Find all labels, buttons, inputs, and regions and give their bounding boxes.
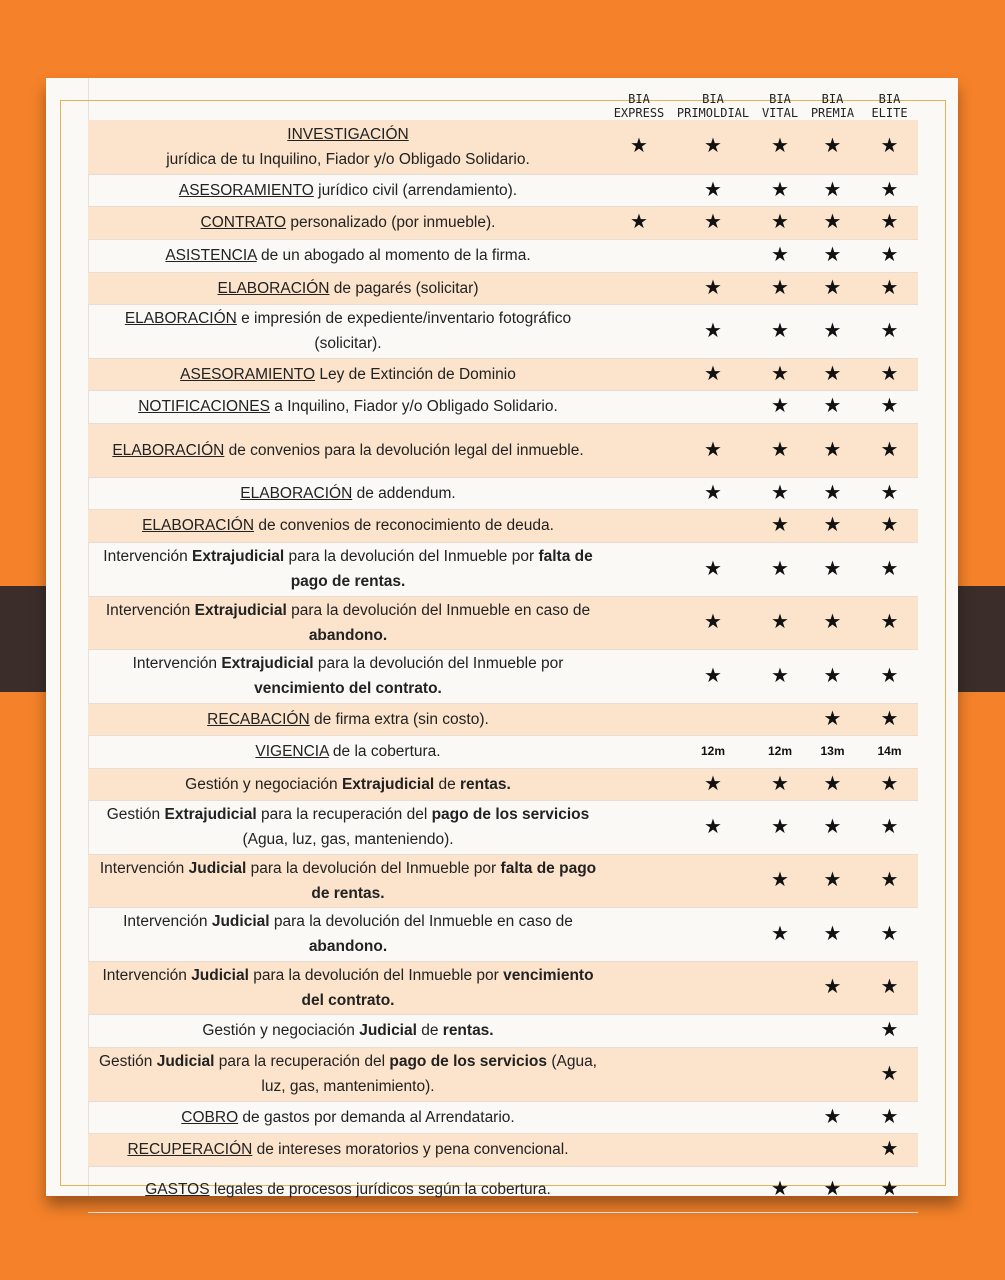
feature-description bbox=[88, 1101, 608, 1133]
table-row bbox=[88, 477, 918, 509]
star-icon: ★ bbox=[756, 1166, 804, 1212]
table-row bbox=[88, 596, 918, 649]
header-line: VITAL bbox=[761, 106, 799, 120]
feature-text: jurídica de tu Inquilino, Fiador y/o Obligado Solidario. bbox=[166, 150, 530, 168]
star-icon: ★ bbox=[670, 272, 756, 304]
empty-cell bbox=[608, 1101, 670, 1133]
feature-text: para la devolución del Inmueble por bbox=[284, 548, 539, 565]
empty-cell bbox=[756, 1014, 804, 1047]
feature-text: a Inquilino, Fiador y/o Obligado Solidario. bbox=[269, 398, 558, 415]
star-icon: ★ bbox=[861, 239, 918, 272]
feature-description bbox=[88, 542, 608, 596]
star-icon: ★ bbox=[670, 542, 756, 596]
table-row bbox=[88, 854, 918, 907]
feature-description bbox=[88, 1014, 608, 1047]
empty-cell bbox=[670, 1047, 756, 1101]
table-row bbox=[88, 961, 918, 1014]
feature-text: de gastos por demanda al Arrendatario. bbox=[238, 1108, 515, 1126]
feature-description bbox=[88, 1047, 608, 1101]
star-icon: ★ bbox=[804, 477, 861, 509]
feature-description bbox=[88, 272, 608, 304]
feature-description bbox=[88, 239, 608, 272]
empty-cell bbox=[608, 477, 670, 509]
feature-text: Intervención bbox=[105, 601, 195, 619]
empty-cell bbox=[670, 907, 756, 961]
star-icon: ★ bbox=[756, 854, 804, 907]
feature-keyword: COBRO bbox=[181, 1108, 239, 1126]
empty-cell bbox=[608, 1047, 670, 1101]
feature-description bbox=[88, 735, 608, 768]
empty-cell bbox=[608, 961, 670, 1014]
star-icon: ★ bbox=[861, 1047, 918, 1101]
empty-cell bbox=[756, 1133, 804, 1166]
feature-emphasis: Judicial bbox=[188, 859, 247, 877]
feature-text: Intervención bbox=[103, 548, 193, 565]
feature-description bbox=[88, 120, 608, 174]
empty-cell bbox=[670, 1133, 756, 1166]
header-line: BIA bbox=[878, 92, 901, 106]
star-icon: ★ bbox=[861, 854, 918, 907]
star-icon: ★ bbox=[804, 423, 861, 477]
feature-description bbox=[88, 907, 608, 961]
empty-cell bbox=[670, 703, 756, 735]
table-row bbox=[88, 735, 918, 768]
feature-description bbox=[88, 596, 608, 649]
feature-emphasis: falta de pago de rentas. bbox=[290, 548, 593, 590]
feature-keyword: ASESORAMIENTO bbox=[180, 365, 316, 383]
empty-cell bbox=[608, 768, 670, 800]
star-icon: ★ bbox=[861, 649, 918, 703]
empty-cell bbox=[756, 961, 804, 1014]
feature-text: de intereses moratorios y pena convencional. bbox=[252, 1141, 569, 1158]
table-row bbox=[88, 423, 918, 477]
header-bia-primoldial bbox=[670, 84, 756, 120]
coverage-term: 12m bbox=[756, 735, 804, 768]
empty-cell bbox=[608, 423, 670, 477]
star-icon: ★ bbox=[804, 961, 861, 1014]
table-row bbox=[88, 1133, 918, 1166]
star-icon: ★ bbox=[861, 358, 918, 390]
header-line: ELITE bbox=[871, 106, 908, 120]
feature-keyword: ELABORACIÓN bbox=[142, 517, 255, 534]
empty-cell bbox=[608, 358, 670, 390]
table-row bbox=[88, 272, 918, 304]
empty-cell bbox=[804, 1014, 861, 1047]
empty-cell bbox=[756, 1047, 804, 1101]
feature-text: de un abogado al momento de la firma. bbox=[256, 247, 531, 264]
star-icon: ★ bbox=[608, 120, 670, 174]
star-icon: ★ bbox=[804, 174, 861, 206]
star-icon: ★ bbox=[861, 272, 918, 304]
feature-emphasis: Extrajudicial bbox=[221, 655, 314, 672]
feature-text: para la recuperación del bbox=[214, 1053, 390, 1070]
feature-emphasis: rentas. bbox=[460, 775, 511, 793]
star-icon: ★ bbox=[861, 800, 918, 854]
feature-text: de pagarés (solicitar) bbox=[329, 279, 479, 297]
feature-description bbox=[88, 1133, 608, 1166]
feature-description bbox=[88, 703, 608, 735]
feature-text: Intervención bbox=[99, 859, 189, 877]
star-icon: ★ bbox=[670, 800, 756, 854]
feature-text: para la devolución del Inmueble en caso de bbox=[269, 913, 573, 930]
feature-text: de bbox=[434, 775, 461, 793]
star-icon: ★ bbox=[804, 120, 861, 174]
star-icon: ★ bbox=[804, 304, 861, 358]
feature-text: de addendum. bbox=[352, 484, 456, 502]
feature-description bbox=[88, 206, 608, 239]
feature-text: de la cobertura. bbox=[328, 743, 441, 760]
empty-cell bbox=[608, 1014, 670, 1047]
header-row bbox=[88, 84, 918, 120]
star-icon: ★ bbox=[670, 174, 756, 206]
star-icon: ★ bbox=[756, 477, 804, 509]
feature-keyword: RECABACIÓN bbox=[207, 710, 310, 728]
star-icon: ★ bbox=[804, 703, 861, 735]
empty-cell bbox=[608, 542, 670, 596]
feature-description bbox=[88, 649, 608, 703]
empty-cell bbox=[804, 1133, 861, 1166]
coverage-term: 14m bbox=[861, 735, 918, 768]
feature-description bbox=[88, 477, 608, 509]
feature-text: Intervención bbox=[123, 913, 212, 930]
star-icon: ★ bbox=[804, 1101, 861, 1133]
header-line: BIA bbox=[702, 92, 724, 106]
star-icon: ★ bbox=[756, 174, 804, 206]
empty-cell bbox=[670, 239, 756, 272]
feature-description bbox=[88, 174, 608, 206]
feature-text: Gestión y negociación bbox=[202, 1022, 360, 1039]
star-icon: ★ bbox=[804, 768, 861, 800]
header-line: PREMIA bbox=[810, 106, 855, 120]
empty-cell bbox=[608, 1133, 670, 1166]
feature-emphasis: Extrajudicial bbox=[341, 775, 435, 793]
empty-cell bbox=[670, 961, 756, 1014]
star-icon: ★ bbox=[861, 961, 918, 1014]
star-icon: ★ bbox=[756, 649, 804, 703]
feature-text: para la recuperación del bbox=[256, 806, 432, 823]
feature-keyword: CONTRATO bbox=[200, 214, 287, 231]
feature-emphasis: Judicial bbox=[211, 913, 270, 930]
feature-emphasis: vencimiento del contrato. bbox=[254, 680, 442, 697]
star-icon: ★ bbox=[804, 907, 861, 961]
header-line: BIA bbox=[821, 92, 844, 106]
header-bia-premia bbox=[804, 84, 861, 120]
table-row bbox=[88, 649, 918, 703]
table-row bbox=[88, 174, 918, 206]
feature-description bbox=[88, 768, 608, 800]
star-icon: ★ bbox=[670, 649, 756, 703]
feature-text: Ley de Extinción de Dominio bbox=[315, 365, 516, 383]
feature-emphasis: Judicial bbox=[191, 966, 249, 984]
table-row bbox=[88, 703, 918, 735]
table-row bbox=[88, 800, 918, 854]
empty-cell bbox=[670, 390, 756, 423]
feature-emphasis: Judicial bbox=[359, 1022, 417, 1039]
star-icon: ★ bbox=[861, 596, 918, 649]
empty-cell bbox=[608, 239, 670, 272]
feature-keyword: ELABORACIÓN bbox=[112, 441, 225, 459]
star-icon: ★ bbox=[756, 423, 804, 477]
star-icon: ★ bbox=[756, 390, 804, 423]
star-icon: ★ bbox=[670, 120, 756, 174]
star-icon: ★ bbox=[756, 907, 804, 961]
table-row bbox=[88, 304, 918, 358]
empty-cell bbox=[670, 1166, 756, 1212]
empty-cell bbox=[608, 907, 670, 961]
table-row bbox=[88, 1166, 918, 1212]
star-icon: ★ bbox=[861, 907, 918, 961]
feature-keyword: NOTIFICACIONES bbox=[138, 398, 270, 415]
feature-keyword: ELABORACIÓN bbox=[217, 279, 330, 297]
empty-cell bbox=[608, 1166, 670, 1212]
star-icon: ★ bbox=[861, 120, 918, 174]
header-blank bbox=[88, 84, 608, 120]
feature-emphasis: vencimiento del contrato. bbox=[301, 966, 594, 1009]
table-row bbox=[88, 120, 918, 174]
star-icon: ★ bbox=[670, 304, 756, 358]
feature-text: (Agua, luz, gas, mantenimiento). bbox=[261, 1053, 597, 1095]
star-icon: ★ bbox=[804, 854, 861, 907]
table-row bbox=[88, 907, 918, 961]
star-icon: ★ bbox=[756, 304, 804, 358]
star-icon: ★ bbox=[804, 596, 861, 649]
feature-description bbox=[88, 1166, 608, 1212]
empty-cell bbox=[756, 703, 804, 735]
feature-description bbox=[88, 304, 608, 358]
table-row bbox=[88, 768, 918, 800]
star-icon: ★ bbox=[861, 542, 918, 596]
star-icon: ★ bbox=[670, 423, 756, 477]
star-icon: ★ bbox=[861, 206, 918, 239]
table-row bbox=[88, 358, 918, 390]
feature-text: de convenios para la devolución legal del inmueble. bbox=[224, 441, 584, 459]
star-icon: ★ bbox=[670, 596, 756, 649]
header-line: EXPRESS bbox=[613, 106, 665, 120]
star-icon: ★ bbox=[804, 509, 861, 542]
feature-keyword: GASTOS bbox=[145, 1180, 210, 1198]
star-icon: ★ bbox=[804, 272, 861, 304]
header-bia-express bbox=[608, 84, 670, 120]
star-icon: ★ bbox=[804, 542, 861, 596]
comparison-card bbox=[46, 78, 958, 1200]
feature-keyword: ELABORACIÓN bbox=[124, 310, 237, 327]
feature-description bbox=[88, 358, 608, 390]
header-line: PRIMOLDIAL bbox=[676, 106, 750, 120]
feature-text: Intervención bbox=[132, 655, 222, 672]
coverage-term: 12m bbox=[670, 735, 756, 768]
star-icon: ★ bbox=[756, 768, 804, 800]
table-body bbox=[88, 120, 918, 1212]
header-line: BIA bbox=[628, 92, 650, 106]
star-icon: ★ bbox=[861, 1133, 918, 1166]
empty-cell bbox=[608, 735, 670, 768]
empty-cell bbox=[670, 509, 756, 542]
feature-text: de convenios de reconocimiento de deuda. bbox=[254, 517, 554, 534]
empty-cell bbox=[670, 854, 756, 907]
table-row bbox=[88, 1047, 918, 1101]
feature-description bbox=[88, 854, 608, 907]
table-row bbox=[88, 1014, 918, 1047]
feature-emphasis: pago de los servicios bbox=[431, 806, 590, 823]
star-icon: ★ bbox=[756, 272, 804, 304]
star-icon: ★ bbox=[756, 239, 804, 272]
table-row bbox=[88, 542, 918, 596]
feature-keyword: INVESTIGACIÓN bbox=[287, 125, 409, 143]
feature-keyword: ELABORACIÓN bbox=[240, 484, 353, 502]
feature-text: para la devolución del Inmueble en caso de bbox=[286, 601, 591, 619]
feature-text: jurídico civil (arrendamiento). bbox=[313, 181, 518, 199]
empty-cell bbox=[608, 272, 670, 304]
coverage-term: 13m bbox=[804, 735, 861, 768]
star-icon: ★ bbox=[608, 206, 670, 239]
empty-cell bbox=[670, 1101, 756, 1133]
feature-emphasis: falta de pago de rentas. bbox=[311, 859, 597, 902]
header-line: BIA bbox=[769, 92, 791, 106]
star-icon: ★ bbox=[861, 768, 918, 800]
star-icon: ★ bbox=[804, 649, 861, 703]
star-icon: ★ bbox=[861, 304, 918, 358]
header-bia-vital bbox=[756, 84, 804, 120]
feature-emphasis: Extrajudicial bbox=[164, 806, 257, 823]
feature-text: personalizado (por inmueble). bbox=[286, 214, 496, 231]
feature-text: de bbox=[416, 1022, 443, 1039]
empty-cell bbox=[608, 800, 670, 854]
star-icon: ★ bbox=[861, 1166, 918, 1212]
feature-emphasis: abandono. bbox=[308, 938, 388, 955]
star-icon: ★ bbox=[861, 390, 918, 423]
coverage-table bbox=[88, 84, 918, 1213]
star-icon: ★ bbox=[804, 358, 861, 390]
table-row bbox=[88, 509, 918, 542]
star-icon: ★ bbox=[756, 800, 804, 854]
star-icon: ★ bbox=[804, 1166, 861, 1212]
feature-description bbox=[88, 509, 608, 542]
empty-cell bbox=[608, 854, 670, 907]
star-icon: ★ bbox=[804, 206, 861, 239]
feature-description bbox=[88, 800, 608, 854]
star-icon: ★ bbox=[861, 509, 918, 542]
feature-keyword: VIGENCIA bbox=[255, 743, 329, 760]
star-icon: ★ bbox=[670, 206, 756, 239]
star-icon: ★ bbox=[756, 542, 804, 596]
empty-cell bbox=[804, 1047, 861, 1101]
feature-text: Gestión y negociación bbox=[185, 775, 342, 793]
empty-cell bbox=[608, 703, 670, 735]
star-icon: ★ bbox=[756, 596, 804, 649]
star-icon: ★ bbox=[861, 1101, 918, 1133]
empty-cell bbox=[608, 174, 670, 206]
star-icon: ★ bbox=[804, 239, 861, 272]
feature-keyword: RECUPERACIÓN bbox=[127, 1141, 253, 1158]
star-icon: ★ bbox=[861, 174, 918, 206]
feature-description bbox=[88, 390, 608, 423]
star-icon: ★ bbox=[756, 206, 804, 239]
star-icon: ★ bbox=[670, 477, 756, 509]
feature-emphasis: abandono. bbox=[308, 626, 388, 644]
star-icon: ★ bbox=[861, 703, 918, 735]
star-icon: ★ bbox=[756, 509, 804, 542]
star-icon: ★ bbox=[670, 768, 756, 800]
empty-cell bbox=[756, 1101, 804, 1133]
star-icon: ★ bbox=[670, 358, 756, 390]
feature-text: (Agua, luz, gas, manteniendo). bbox=[242, 831, 454, 848]
empty-cell bbox=[608, 596, 670, 649]
table-row bbox=[88, 390, 918, 423]
feature-emphasis: pago de los servicios bbox=[389, 1053, 548, 1070]
empty-cell bbox=[608, 304, 670, 358]
feature-text: para la devolución del Inmueble por bbox=[248, 966, 504, 984]
empty-cell bbox=[670, 1014, 756, 1047]
feature-text: para la devolución del Inmueble por bbox=[313, 655, 564, 672]
table-row bbox=[88, 239, 918, 272]
feature-text: de firma extra (sin costo). bbox=[309, 710, 489, 728]
feature-text: e impresión de expediente/inventario fotográfico (solicitar). bbox=[236, 310, 572, 352]
table-row bbox=[88, 206, 918, 239]
feature-description bbox=[88, 961, 608, 1014]
feature-text: legales de procesos jurídicos según la cobertura. bbox=[209, 1180, 551, 1198]
feature-text: Gestión bbox=[106, 806, 165, 823]
feature-text: para la devolución del Inmueble por bbox=[246, 859, 501, 877]
feature-keyword: ASESORAMIENTO bbox=[178, 181, 314, 199]
star-icon: ★ bbox=[804, 390, 861, 423]
star-icon: ★ bbox=[804, 800, 861, 854]
feature-emphasis: Judicial bbox=[156, 1053, 215, 1070]
header-bia-elite bbox=[861, 84, 918, 120]
feature-emphasis: Extrajudicial bbox=[194, 601, 287, 619]
empty-cell bbox=[608, 390, 670, 423]
star-icon: ★ bbox=[861, 423, 918, 477]
feature-text: Intervención bbox=[102, 966, 192, 984]
star-icon: ★ bbox=[861, 1014, 918, 1047]
feature-emphasis: Extrajudicial bbox=[192, 548, 285, 565]
feature-keyword: ASISTENCIA bbox=[165, 247, 257, 264]
table-row bbox=[88, 1101, 918, 1133]
empty-cell bbox=[608, 509, 670, 542]
feature-text: Gestión bbox=[98, 1053, 157, 1070]
empty-cell bbox=[608, 649, 670, 703]
star-icon: ★ bbox=[861, 477, 918, 509]
star-icon: ★ bbox=[756, 120, 804, 174]
feature-description bbox=[88, 423, 608, 477]
feature-emphasis: rentas. bbox=[442, 1022, 494, 1039]
star-icon: ★ bbox=[756, 358, 804, 390]
